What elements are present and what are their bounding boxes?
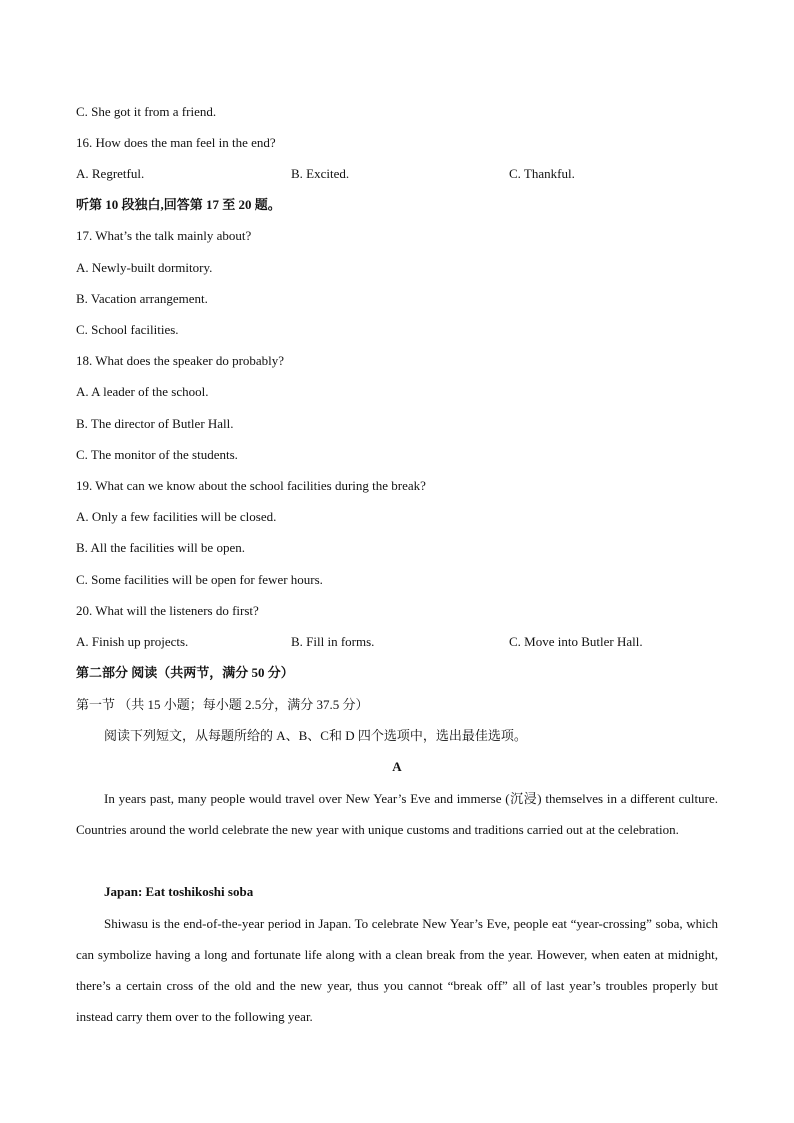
q19-option-a: A. Only a few facilities will be closed.: [76, 509, 277, 524]
q20-option-a: A. Finish up projects.: [76, 634, 189, 649]
section-10-heading: 听第 10 段独白,回答第 17 至 20 题。: [76, 197, 281, 212]
q17-option-a: A. Newly-built dormitory.: [76, 260, 213, 275]
q19-option-c: C. Some facilities will be open for fewer hours.: [76, 572, 323, 587]
q18-option-c: C. The monitor of the students.: [76, 447, 238, 462]
q17-option-b: B. Vacation arrangement.: [76, 291, 208, 306]
q16-option-b: B. Excited.: [291, 166, 350, 181]
q17-question: 17. What’s the talk mainly about?: [76, 228, 252, 243]
q15-option-c: C. She got it from a friend.: [76, 104, 217, 119]
q20-option-c: C. Move into Butler Hall.: [509, 634, 643, 649]
q19-option-b: B. All the facilities will be open.: [76, 540, 245, 555]
passage-intro-paragraph: In years past, many people would travel over New Year’s Eve and immerse (沉浸) themselves in a different culture. Countries around the world celebrate the new year with unique customs and traditions carried out at the celebration.: [76, 791, 718, 837]
q20-question: 20. What will the listeners do first?: [76, 603, 259, 618]
q18-question: 18. What does the speaker do probably?: [76, 353, 285, 368]
q20-option-b: B. Fill in forms.: [291, 634, 375, 649]
q17-option-c: C. School facilities.: [76, 322, 179, 337]
reading-instruction: 阅读下列短文，从每题所给的 A、B、C和 D 四个选项中，选出最佳选项。: [104, 728, 527, 743]
passage-label: A: [392, 759, 402, 774]
section-one-heading: 第一节 （共 15 小题；每小题 2.5分，满分 37.5 分）: [76, 697, 369, 712]
q19-question: 19. What can we know about the school facilities during the break?: [76, 478, 426, 493]
q18-option-b: B. The director of Butler Hall.: [76, 416, 234, 431]
q16-question: 16. How does the man feel in the end?: [76, 135, 276, 150]
japan-subheading: Japan: Eat toshikoshi soba: [104, 884, 254, 899]
q16-option-c: C. Thankful.: [509, 166, 575, 181]
q16-option-a: A. Regretful.: [76, 166, 145, 181]
japan-paragraph: Shiwasu is the end-of-the-year period in Japan. To celebrate New Year’s Eve, people eat “year-crossing” soba, which can symbolize having a long and fortunate life along with a clean break from the year. However, when eaten at midnight, there’s a certain cross of the old and the new year, thus you cannot “break off” all of last year’s troubles properly but instead carry them over to the following year.: [76, 916, 718, 1024]
part-two-heading: 第二部分 阅读（共两节，满分 50 分）: [76, 665, 294, 680]
q18-option-a: A. A leader of the school.: [76, 384, 209, 399]
